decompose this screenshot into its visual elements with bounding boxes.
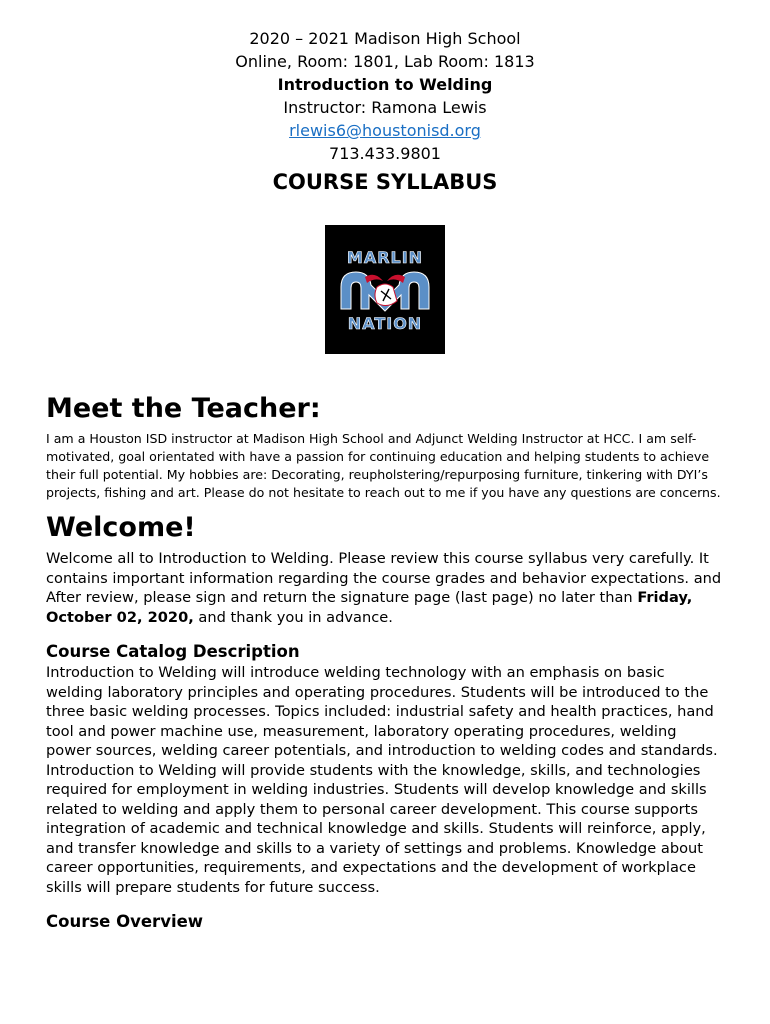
syllabus-content: [0, 392, 770, 933]
welcome-deadline: Friday, October 02, 2020,: [46, 589, 693, 626]
welcome-body-text: Welcome all to Introduction to Welding. Please review this course syllabus very carefully. It contains important information regarding the course grades and behavior expectations. and After review, please sign and return the signature page (last page) no later than: [46, 550, 722, 606]
syllabus-header: [0, 0, 770, 197]
room-line: Online, Room: 1801, Lab Room: 1813: [235, 52, 535, 71]
instructor-email-link[interactable]: rlewis6@houstonisd.org: [289, 121, 481, 140]
welcome-body: [46, 549, 724, 627]
welcome-heading: Welcome!: [46, 512, 196, 543]
course-overview-heading: Course Overview: [46, 912, 204, 931]
meet-teacher-heading: Meet the Teacher:: [46, 393, 321, 424]
instructor-phone: 713.433.9801: [329, 144, 441, 163]
school-year-line: 2020 – 2021 Madison High School: [249, 29, 521, 48]
instructor-line: Instructor: Ramona Lewis: [283, 98, 487, 117]
logo-bottom-text: NATION: [347, 314, 423, 333]
logo-top-text: MARLIN: [346, 248, 424, 267]
course-title: Introduction to Welding: [277, 75, 493, 94]
welcome-body-closing: and thank you in advance.: [193, 608, 393, 626]
catalog-description-heading: Course Catalog Description: [46, 642, 300, 661]
catalog-description-body: Introduction to Welding will introduce welding technology with an emphasis on basic welding laboratory principles and operating procedures. Students will be introduced to the three basic welding processes. Topics included: industrial safety and health practices, hand tool and power machine use, measurement, laboratory operating procedures, welding power sources, welding career potentials, and introduction to welding codes and standards. Introduction to Welding will provide students with the knowledge, skills, and technologies required for employment in welding industries. Students will develop knowledge and skills related to welding and apply them to personal career development. This course supports integration of academic and technical knowledge and skills. Students will reinforce, apply, and transfer knowledge and skills to a variety of settings and problems. Knowledge about career opportunities, requirements, and expectations and the development of workplace skills will prepare students for future success.: [46, 664, 718, 896]
syllabus-title: COURSE SYLLABUS: [272, 170, 498, 194]
marlin-nation-logo: [325, 225, 445, 354]
meet-teacher-body: I am a Houston ISD instructor at Madison High School and Adjunct Welding Instructor at HCC. I am self-motivated, goal orientated with have a passion for continuing education and helping students to achieve their full potential. My hobbies are: Decorating, reupholstering/repurposing furniture, tinkering with DYI’s projects, fishing and art. Please do not hesitate to reach out to me if you have any questions are concerns.: [46, 431, 721, 500]
